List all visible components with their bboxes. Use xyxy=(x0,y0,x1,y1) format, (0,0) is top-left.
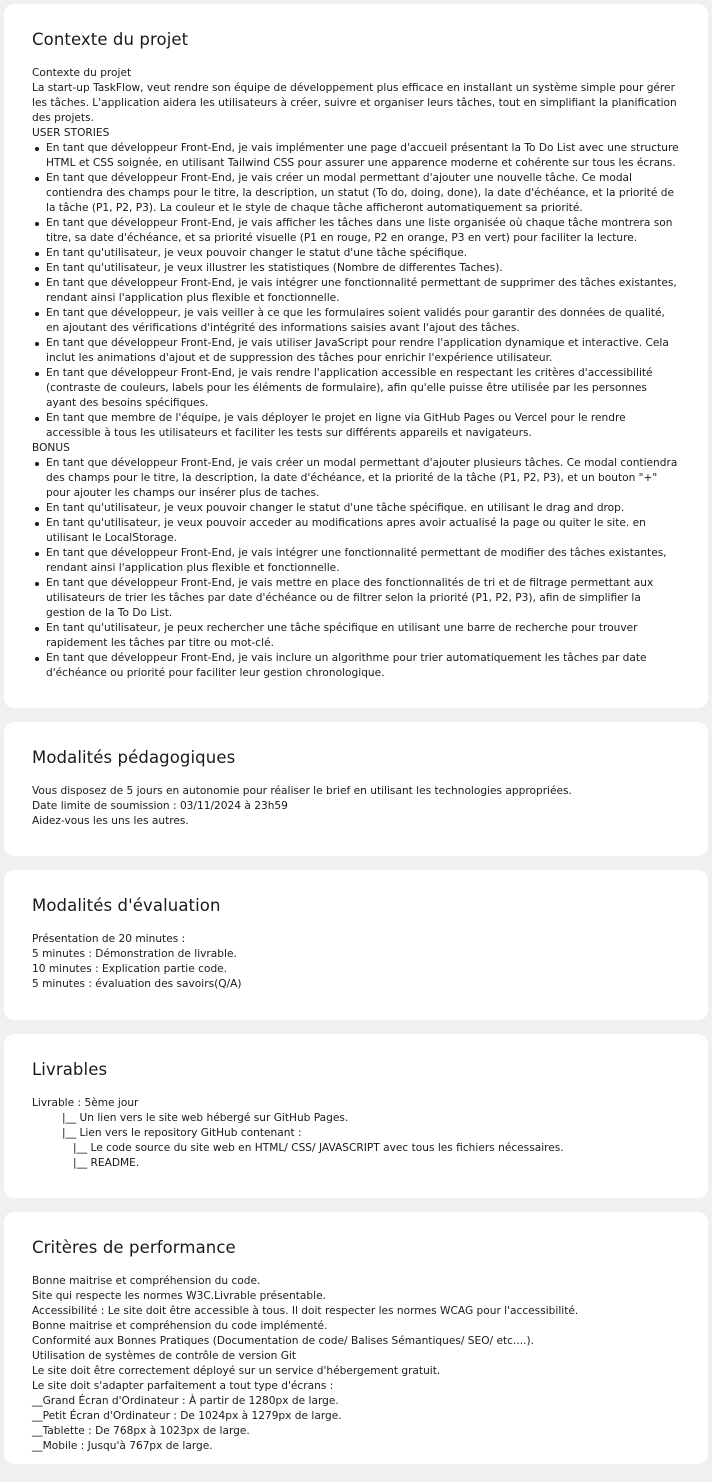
bonus-label: BONUS xyxy=(32,442,70,454)
section-body xyxy=(32,1274,680,1454)
text-line: __Grand Écran d'Ordinateur : À partir de 1280px de large. xyxy=(32,1395,339,1407)
list-item: En tant que développeur Front-End, je vais utiliser JavaScript pour rendre l'application dynamique et interactive. Cela inclut les animations d'ajout et de suppression des tâches pour enrichir l'expérience utilisateur. xyxy=(46,336,680,366)
text-line: Date limite de soumission : 03/11/2024 à 23h59 xyxy=(32,800,288,812)
list-item: En tant que développeur Front-End, je vais créer un modal permettant d'ajouter plusieurs tâches. Ce modal contiendra des champs pour le titre, la description, la date d'échéance, et la priorité de la tâche (P1, P2, P3), et un bouton "+" pour ajouter les champs our insérer plus de taches. xyxy=(46,456,680,501)
text-line: Conformité aux Bonnes Pratiques (Documentation de code/ Balises Sémantiques/ SEO/ etc....). xyxy=(32,1335,534,1347)
tree-subitem: |__ Le code source du site web en HTML/ CSS/ JAVASCRIPT avec tous les fichiers nécessaires. xyxy=(73,1142,564,1154)
intro-label: Contexte du projet xyxy=(32,67,132,79)
list-item: En tant que développeur Front-End, je vais afficher les tâches dans une liste organisée où chaque tâche montrera son titre, sa date d'échéance, et sa priorité visuelle (P1 en rouge, P2 en orange, P3 en vert) pour faciliter la lecture. xyxy=(46,216,680,246)
card-livrables xyxy=(4,1034,708,1198)
section-body xyxy=(32,66,680,681)
list-item: En tant qu'utilisateur, je peux rechercher une tâche spécifique en utilisant une barre de recherche pour trouver rapidement les tâches par titre ou mot-clé. xyxy=(46,621,680,651)
text-line: Le site doit être correctement déployé sur un service d'hébergement gratuit. xyxy=(32,1365,441,1377)
list-item: En tant qu'utilisateur, je veux pouvoir changer le statut d'une tâche spécifique. xyxy=(46,246,680,261)
text-line: Le site doit s'adapter parfaitement a tout type d'écrans : xyxy=(32,1380,334,1392)
text-line: 5 minutes : évaluation des savoirs(Q/A) xyxy=(32,978,242,990)
tree-item: |__ Lien vers le repository GitHub contenant : xyxy=(62,1127,302,1139)
list-item: En tant que développeur Front-End, je vais implémenter une page d'accueil présentant la To Do List avec une structure HTML et CSS soignée, en utilisant Tailwind CSS pour assurer une apparence moderne et cohérente sur tous les écrans. xyxy=(46,142,679,169)
list-item: En tant que développeur Front-End, je vais intégrer une fonctionnalité permettant de supprimer des tâches existantes, rendant ainsi l'application plus flexible et fonctionnelle. xyxy=(46,276,680,306)
text-line: __Tablette : De 768px à 1023px de large. xyxy=(32,1425,250,1437)
text-line: Bonne maitrise et compréhension du code implémenté. xyxy=(32,1320,328,1332)
card-criteres-performance xyxy=(4,1212,708,1464)
text-line: Livrable : 5ème jour xyxy=(32,1097,139,1109)
section-body xyxy=(32,784,680,829)
text-line: Présentation de 20 minutes : xyxy=(32,933,186,945)
section-body xyxy=(32,932,680,992)
list-item: En tant que développeur Front-End, je vais intégrer une fonctionnalité permettant de modifier des tâches existantes, rendant ainsi l'application plus flexible et fonctionnelle. xyxy=(46,546,680,576)
section-title: Critères de performance xyxy=(32,1238,236,1257)
text-line: Site qui respecte les normes W3C.Livrable présentable. xyxy=(32,1290,326,1302)
intro-text: La start-up TaskFlow, veut rendre son équipe de développement plus efficace en installant un système simple pour gérer les tâches. L'application aidera les utilisateurs à créer, suivre et organiser leurs tâches, tout en simplifiant la planification des projets. xyxy=(32,82,677,124)
list-item: En tant qu'utilisateur, je veux pouvoir changer le statut d'une tâche spécifique. en utilisant le drag and drop. xyxy=(46,501,680,516)
bonus-list xyxy=(32,456,680,681)
tree-subitem: |__ README. xyxy=(73,1157,140,1169)
list-item: En tant qu'utilisateur, je veux pouvoir acceder au modifications apres avoir actualisé la page ou quiter le site. en utilisant le LocalStorage. xyxy=(46,516,680,546)
text-line: __Mobile : Jusqu'à 767px de large. xyxy=(32,1440,213,1452)
section-title: Modalités d'évaluation xyxy=(32,896,221,915)
text-line: 5 minutes : Démonstration de livrable. xyxy=(32,948,237,960)
section-body xyxy=(32,1096,680,1171)
user-stories-list xyxy=(32,141,680,441)
card-contexte xyxy=(4,4,708,708)
section-title: Livrables xyxy=(32,1060,108,1079)
tree-item: |__ Un lien vers le site web hébergé sur GitHub Pages. xyxy=(62,1112,349,1124)
text-line: Bonne maitrise et compréhension du code. xyxy=(32,1275,261,1287)
list-item: En tant que développeur Front-End, je vais rendre l'application accessible en respectant les critères d'accessibilité (contraste de couleurs, labels pour les éléments de formulaire), afin qu'elle puisse être utilisée par les personnes ayant des besoins spécifiques. xyxy=(46,366,680,411)
text-line: Utilisation de systèmes de contrôle de version Git xyxy=(32,1350,297,1362)
list-item: En tant que développeur Front-End, je vais inclure un algorithme pour trier automatiquement les tâches par date d'échéance ou priorité pour faciliter leur gestion chronologique. xyxy=(46,651,680,681)
user-stories-label: USER STORIES xyxy=(32,127,110,139)
card-modalites-pedagogiques xyxy=(4,722,708,856)
text-line: 10 minutes : Explication partie code. xyxy=(32,963,228,975)
list-item: En tant que développeur, je vais veiller à ce que les formulaires soient validés pour garantir des données de qualité, en ajoutant des vérifications d'intégrité des informations saisies avant l'ajout des tâches. xyxy=(46,306,680,336)
text-line: __Petit Écran d'Ordinateur : De 1024px à 1279px de large. xyxy=(32,1410,342,1422)
text-line: Aidez-vous les uns les autres. xyxy=(32,815,189,827)
text-line: Vous disposez de 5 jours en autonomie pour réaliser le brief en utilisant les technologies appropriées. xyxy=(32,785,572,797)
list-item: En tant que développeur Front-End, je vais mettre en place des fonctionnalités de tri et de filtrage permettant aux utilisateurs de trier les tâches par date d'échéance ou de filtrer selon la priorité (P1, P2, P3), afin de simplifier la gestion de la To Do List. xyxy=(46,576,680,621)
section-title: Modalités pédagogiques xyxy=(32,748,236,767)
card-modalites-evaluation xyxy=(4,870,708,1020)
section-title: Contexte du projet xyxy=(32,30,189,49)
list-item: En tant que membre de l'équipe, je vais déployer le projet en ligne via GitHub Pages ou Vercel pour le rendre accessible à tous les utilisateurs et faciliter les tests sur différents appareils et navigateurs. xyxy=(46,411,680,441)
list-item: En tant qu'utilisateur, je veux illustrer les statistiques (Nombre de differentes Taches). xyxy=(46,261,680,276)
list-item: En tant que développeur Front-End, je vais créer un modal permettant d'ajouter une nouvelle tâche. Ce modal contiendra des champs pour le titre, la description, un statut (To do, doing, done), la date d'échéance, et la priorité de la tâche (P1, P2, P3). La couleur et le style de chaque tâche afficheront automatiquement sa priorité. xyxy=(46,171,680,216)
text-line: Accessibilité : Le site doit être accessible à tous. Il doit respecter les normes WCAG pour l'accessibilité. xyxy=(32,1305,579,1317)
